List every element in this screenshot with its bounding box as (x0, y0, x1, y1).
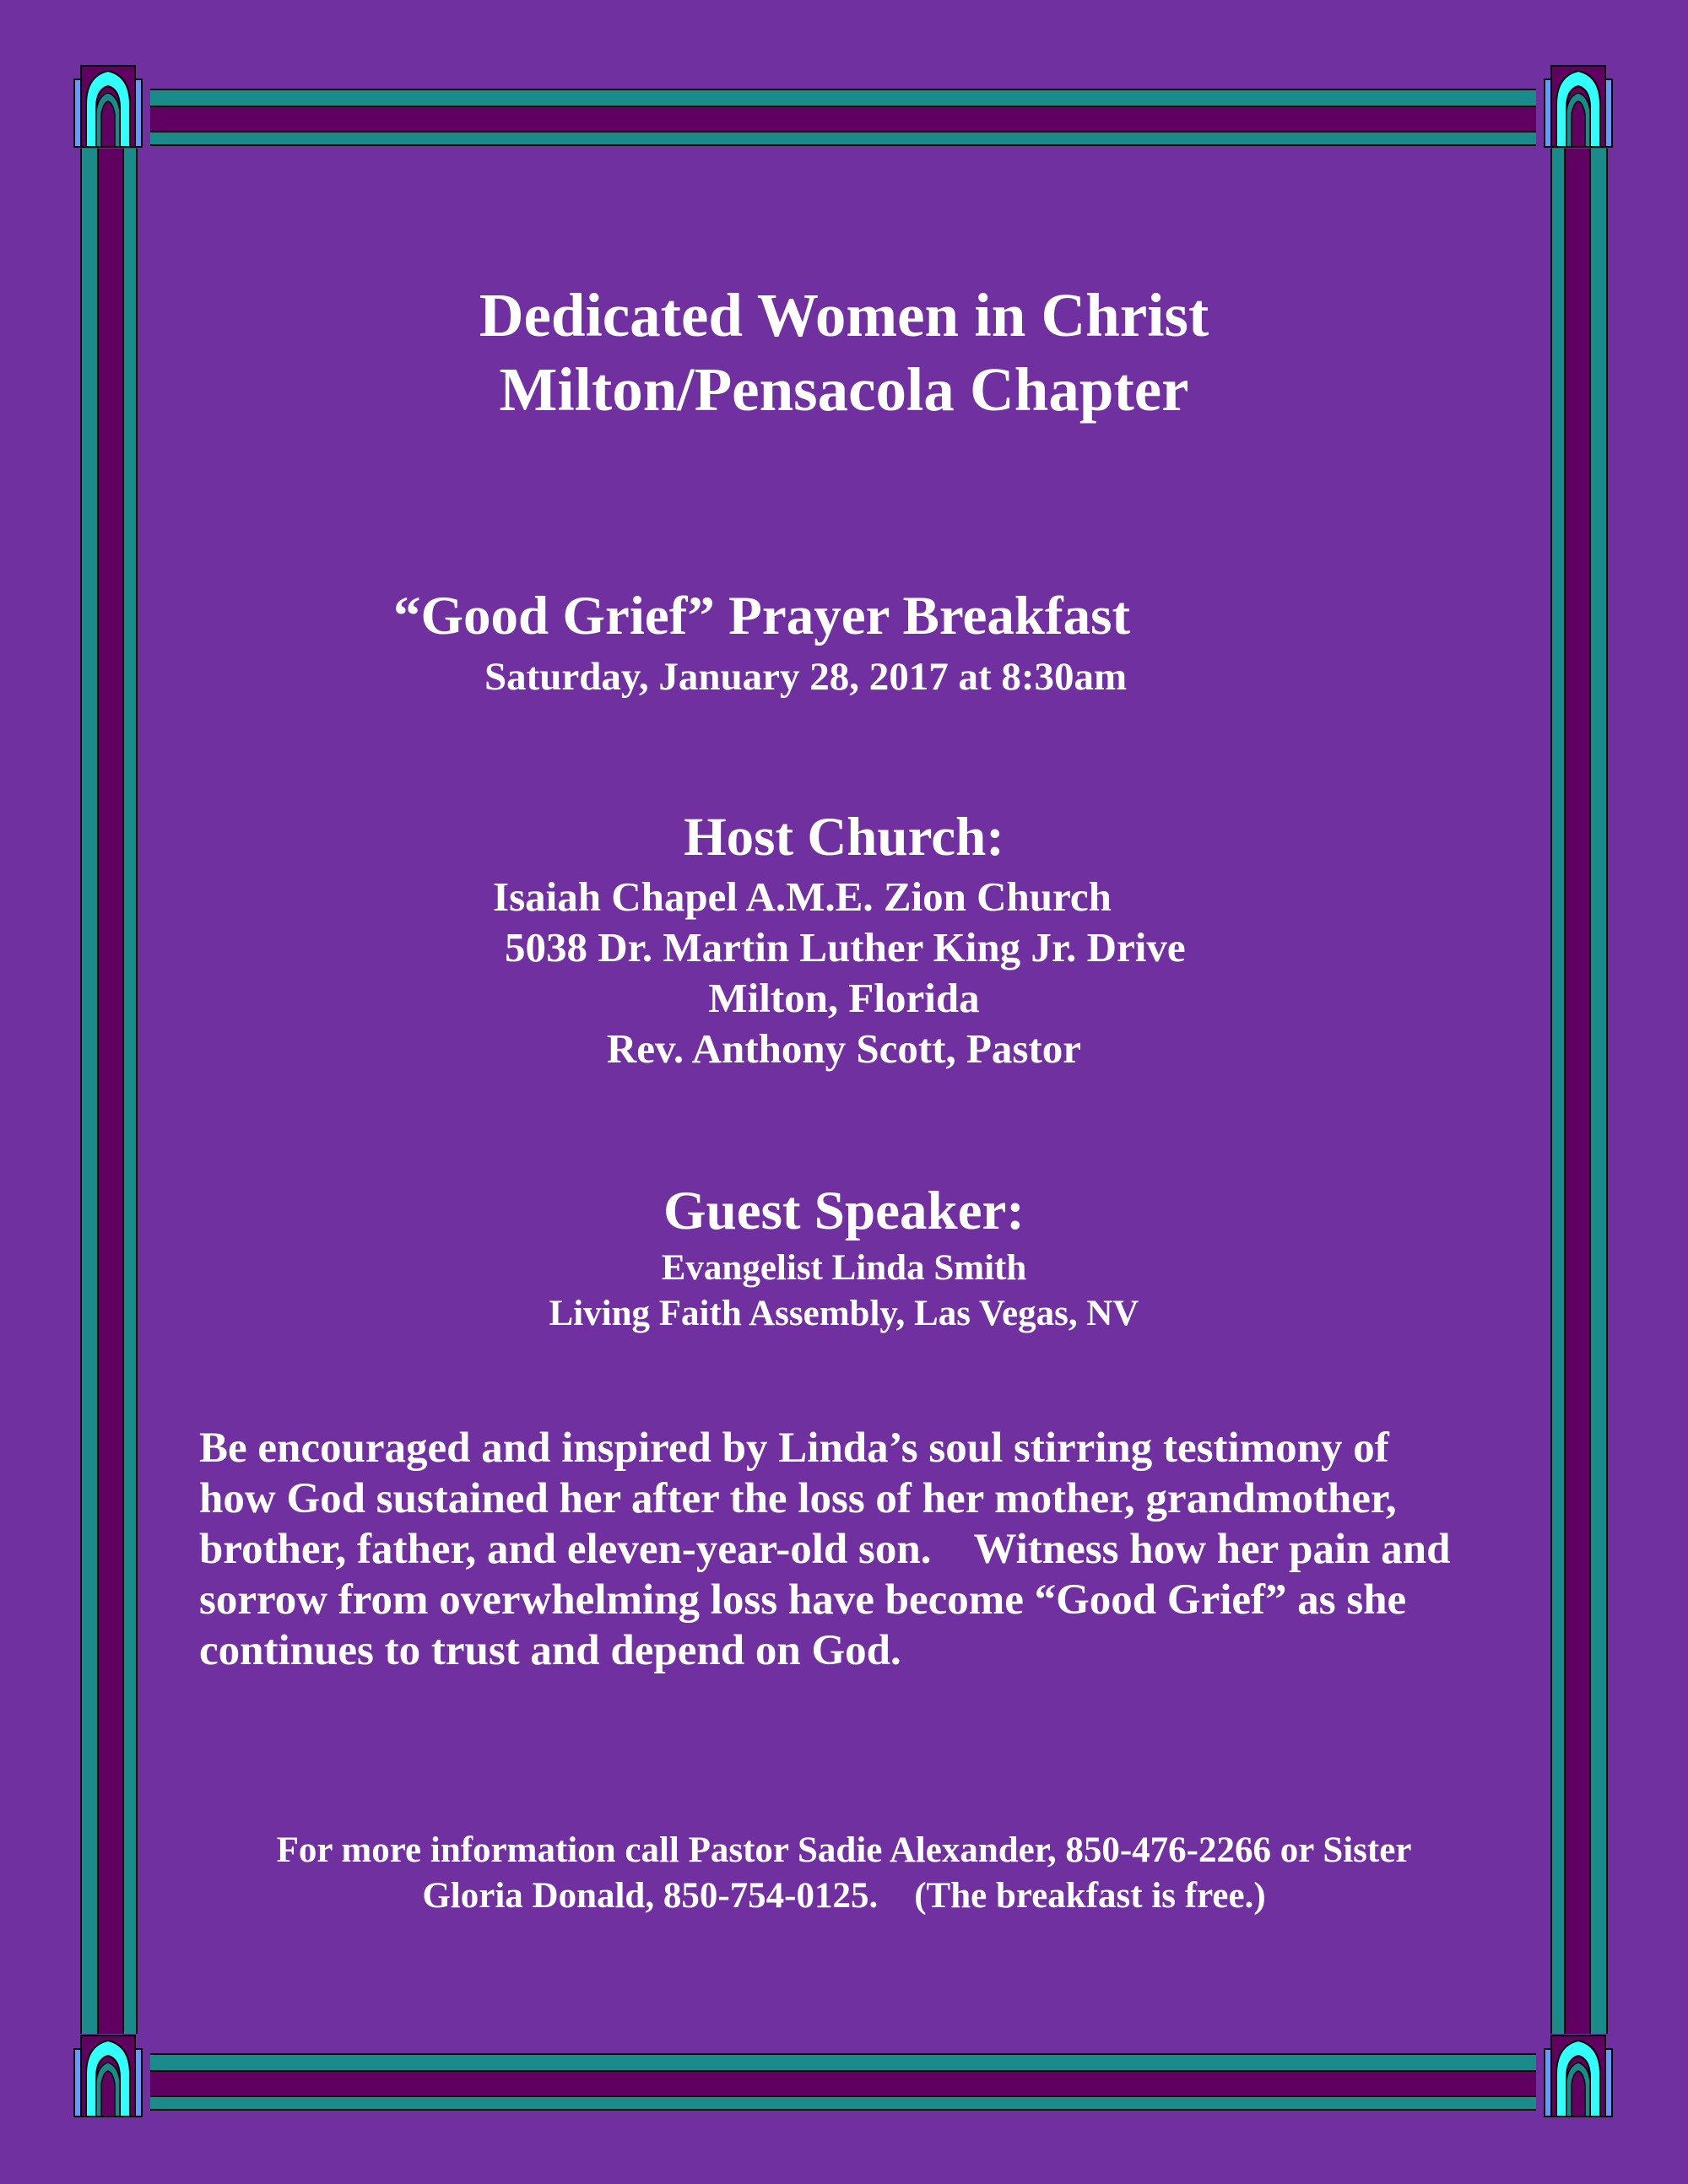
host-city: Milton, Florida (708, 975, 980, 1021)
top-border-bands (127, 89, 1561, 145)
org-name: Dedicated Women in Christ (479, 281, 1209, 349)
gothic-arch-icon (66, 2034, 150, 2118)
gothic-arch-icon (1536, 64, 1620, 149)
contact-line-2: Gloria Donald, 850-754-0125. (The breakfast is free.) (422, 1876, 1266, 1916)
chapter-name: Milton/Pensacola Chapter (499, 355, 1189, 424)
event-title: “Good Grief” Prayer Breakfast (393, 586, 1131, 646)
gothic-arch-icon (1536, 2034, 1620, 2118)
speaker-name: Evangelist Linda Smith (661, 1248, 1027, 1288)
description-line: sorrow from overwhelming loss have become “Good Grief” as she (199, 1576, 1407, 1624)
description-line: Be encouraged and inspired by Linda’s soul stirring testimony of (199, 1424, 1389, 1472)
description-line: continues to trust and depend on God. (199, 1627, 901, 1674)
speaker-heading: Guest Speaker: (663, 1181, 1025, 1241)
event-datetime: Saturday, January 28, 2017 at 8:30am (484, 655, 1128, 699)
host-heading: Host Church: (684, 807, 1004, 868)
host-church-name: Isaiah Chapel A.M.E. Zion Church (493, 873, 1112, 920)
description-line: how God sustained her after the loss of her mother, grandmother, (199, 1475, 1397, 1522)
contact-line-1: For more information call Pastor Sadie Alexander, 850-476-2266 or Sister (276, 1830, 1412, 1870)
description-line: brother, father, and eleven-year-old son. Witness how her pain and (199, 1526, 1451, 1573)
event-description (199, 1423, 1516, 1676)
speaker-affiliation: Living Faith Assembly, Las Vegas, NV (549, 1294, 1139, 1333)
host-address: 5038 Dr. Martin Luther King Jr. Drive (505, 924, 1186, 970)
bottom-border-bands (127, 2054, 1561, 2110)
gothic-arch-icon (66, 64, 150, 149)
host-pastor: Rev. Anthony Scott, Pastor (606, 1025, 1082, 1072)
